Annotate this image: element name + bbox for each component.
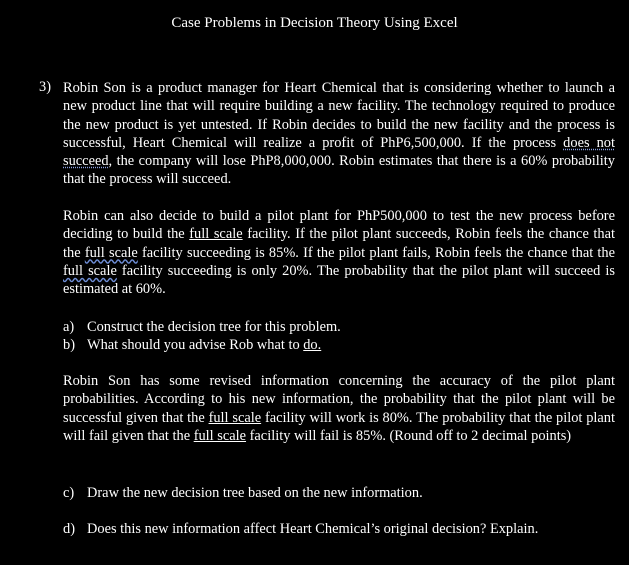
- list-item-a: [63, 318, 623, 336]
- list-item-b: [63, 336, 623, 354]
- paragraph-3-text-a: Robin Son has some revised information concerning the accuracy of the pilot plant probabilities. According to his new information, the probability that the pilot plant will be successful given that the: [63, 373, 615, 426]
- list-item-d-label: d): [63, 521, 75, 537]
- list-item-d: [63, 520, 623, 538]
- list-item-b-underlined-text: do.: [303, 337, 322, 353]
- paragraph-1-text-a: Robin Son is a product manager for Heart Chemical that is considering whether to launch a new product line that will require building a new facility. The technology required to produce the new product is yet untested. If Robin decides to build the new facility and the process is successful, Heart Chemical will realize a profit of PhP6,500,000. If the process: [63, 80, 615, 151]
- problem-paragraph-3: [63, 372, 615, 445]
- list-item-c: [63, 484, 623, 502]
- paragraph-2-underlined-phrase-3: full scale: [63, 262, 117, 279]
- paragraph-1-text-b: , the company will lose PhP8,000,000. Robin estimates that there is a 60% probability that the process will succeed.: [63, 153, 615, 188]
- paragraph-2-underlined-phrase-1: full scale: [189, 226, 243, 243]
- paragraph-3-text-c: facility will fail is 85%. (Round off to 2 decimal points): [246, 427, 572, 444]
- paragraph-2-text-a: Robin can also decide to build a pilot plant for PhP500,000 to test the new process before deciding to build the: [63, 208, 615, 243]
- list-item-a-label: a): [63, 319, 75, 335]
- list-item-c-text: Draw the new decision tree based on the new information.: [87, 485, 423, 501]
- list-item-b-label: b): [63, 337, 75, 353]
- paragraph-2-text-d: facility succeeding is only 20%. The probability that the pilot plant will succeed is estimated at 60%.: [63, 262, 615, 298]
- question-number: 3): [39, 79, 51, 95]
- page-title: Case Problems in Decision Theory Using Excel: [171, 15, 458, 31]
- list-item-b-text: What should you advise Rob what to: [87, 337, 304, 353]
- problem-paragraph-1: [63, 79, 615, 189]
- paragraph-3-underlined-phrase-1: full scale: [208, 409, 262, 426]
- list-item-d-text: Does this new information affect Heart Chemical’s original decision? Explain.: [87, 521, 539, 537]
- problem-paragraph-2: [63, 207, 615, 298]
- paragraph-2-underlined-phrase-2: full scale: [84, 244, 138, 261]
- list-item-a-text: Construct the decision tree for this problem.: [87, 319, 341, 335]
- paragraph-3-underlined-phrase-2: full scale: [193, 427, 247, 444]
- list-item-c-label: c): [63, 485, 75, 501]
- paragraph-3-text-b: facility will work is 80%. The probability that the pilot plant will fail given that the: [63, 409, 615, 444]
- paragraph-2-text-b: facility. If the pilot plant succeeds, Robin feels the chance that the: [63, 226, 615, 261]
- paragraph-1-underlined-phrase: does not succeed: [63, 134, 615, 170]
- paragraph-2-text-c: facility succeeding is 85%. If the pilot plant fails, Robin feels the chance that the: [137, 244, 616, 261]
